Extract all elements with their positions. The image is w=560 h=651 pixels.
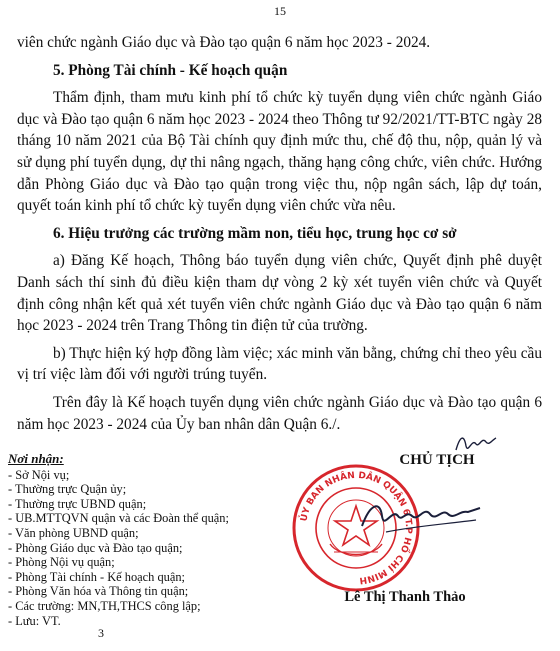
closing-paragraph: Trên đây là Kế hoạch tuyển dụng viên chức ngành Giáo dục và Đào tạo quận 6 năm học 2023 - 2024 của Ủy ban nhân dân Quận 6./. xyxy=(17,393,542,433)
paragraph-finance: Thẩm định, tham mưu kinh phí tổ chức kỳ tuyển dụng viên chức ngành Giáo dục và Đào tạo quận 6 năm học 2023 - 2024 theo Thông tư 92/2021/TT-BTC ngày 28 tháng 10 năm 2021 của Bộ Tài chính quy định mức thu, chế độ thu, nộp, quản lý và sử dụng phí tuyển dụng, dự thi nâng ngạch, thăng hạng công chức, viên chức. Hướng dẫn Phòng Giáo dục và Đào tạo quận trong việc thu, nộp ngân sách, lập dự toán, quyết toán kinh phí tổ chức kỳ tuyển dụng viên chức vừa nêu. xyxy=(17,89,542,215)
handwritten-signature xyxy=(356,486,484,546)
recipient-item: - Sở Nội vụ; xyxy=(8,467,70,482)
footer-mark: 3 xyxy=(98,626,104,640)
recipient-item: - Phòng Tài chính - Kế hoạch quận; xyxy=(8,569,185,584)
paragraph-continuation: viên chức ngành Giáo dục và Đào tạo quận 6 năm học 2023 - 2024. xyxy=(17,34,431,51)
recipient-item: - UB.MTTQVN quận và các Đoàn thể quận; xyxy=(8,511,229,526)
recipients-title: Nơi nhận: xyxy=(8,451,64,466)
section-heading-6: 6. Hiệu trưởng các trường mầm non, tiểu học, trung học cơ sở xyxy=(53,224,457,242)
signer-title: CHỦ TỊCH xyxy=(399,452,475,468)
recipient-item: - Thường trực UBND quận; xyxy=(8,496,147,511)
page-number: 15 xyxy=(274,4,286,18)
signer-name: Lê Thị Thanh Thảo xyxy=(344,589,466,605)
svg-text:ỦY BAN NHÂN DÂN QUẬN 6 T.P HỒ: ỦY BAN NHÂN DÂN QUẬN 6 T.P HỒ CHÍ MINH xyxy=(299,470,414,585)
paragraph-6b: b) Thực hiện ký hợp đồng làm việc; xác minh văn bằng, chứng chỉ theo yêu cầu vị trí việc làm đối với người trúng tuyển. xyxy=(17,344,542,384)
recipient-item: - Văn phòng UBND quận; xyxy=(8,525,139,540)
recipient-item: - Thường trực Quận ủy; xyxy=(8,482,127,497)
recipient-item: - Phòng Giáo dục và Đào tạo quận; xyxy=(8,540,183,555)
document-body xyxy=(17,32,542,435)
recipients-block xyxy=(8,452,298,628)
recipient-item: - Phòng Nội vụ quận; xyxy=(8,555,115,570)
recipient-item: - Lưu: VT. xyxy=(8,613,61,628)
recipient-item: - Phòng Văn hóa và Thông tin quận; xyxy=(8,584,189,599)
recipient-item: - Các trường: MN,TH,THCS công lập; xyxy=(8,598,201,613)
section-heading-5: 5. Phòng Tài chính - Kế hoạch quận xyxy=(53,61,288,79)
paragraph-6a: a) Đăng Kế hoạch, Thông báo tuyển dụng viên chức, Quyết định phê duyệt Danh sách thí sinh đủ điều kiện tham dự vòng 2 kỳ xét tuyển viên chức và Quyết định công nhận kết quả xét tuyển viên chức ngành Giáo dục và Đào tạo quận 6 năm học 2023 - 2024 trên Trang Thông tin điện tử của trường. xyxy=(17,252,542,335)
